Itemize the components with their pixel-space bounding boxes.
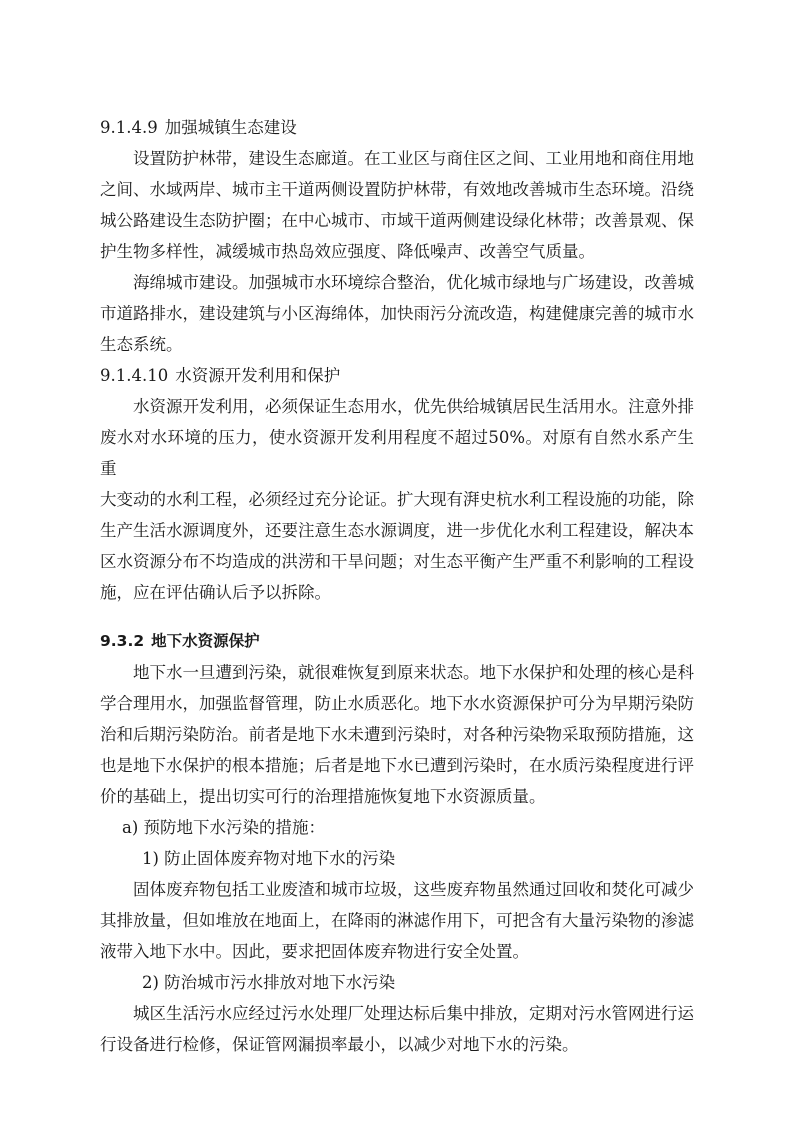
paragraph: 水资源开发利用，必须保证生态用水，优先供给城镇居民生活用水。注意外排 废水对水环境的压力，使水资源开发利用程度不超过50%。对原有自然水系产生重 大变动的水利工程，必须经过充分论证。扩大现有湃史杭水利工程设施的功能，除 生产生活水源调度外，还要注意生态水源调度，进一步优化水利工程建设，解决本 区水资源分布不均造成的洪涝和干旱问题；对生态平衡产生严重不利影响的工程设 施，应在评估确认后予以拆除。 <box>100 397 694 602</box>
section-title: 地下水资源保护 <box>151 632 260 650</box>
section-heading-9-1-4-10 <box>100 360 694 391</box>
paragraph: 固体废弃物包括工业废渣和城市垃圾，这些废弃物虽然通过回收和焚化可减少 其排放量，但如堆放在地面上，在降雨的淋滤作用下，可把含有大量污染物的渗滤 液带入地下水中。因此，要求把固体废弃物进行安全处置。 <box>100 880 694 961</box>
section-number: 9.1.4.9 <box>100 118 158 137</box>
document-body <box>100 112 694 1060</box>
section-title: 加强城镇生态建设 <box>164 118 297 137</box>
section-number: 9.1.4.10 <box>100 366 169 385</box>
list-item-1: 1) 防止固体废弃物对地下水的污染 <box>142 849 396 868</box>
paragraph: 海绵城市建设。加强城市水环境综合整治，优化城市绿地与广场建设，改善城 市道路排水，建设建筑与小区海绵体，加快雨污分流改造，构建健康完善的城市水 生态系统。 <box>100 273 694 354</box>
list-item-a: a) 预防地下水污染的措施： <box>122 818 326 837</box>
paragraph: 地下水一旦遭到污染，就很难恢复到原来状态。地下水保护和处理的核心是科 学合理用水，加强监督管理，防止水质恶化。地下水水资源保护可分为早期污染防 治和后期污染防治。前者是地下水未遭到污染时，对各种污染物采取预防措施，这 也是地下水保护的根本措施；后者是地下水已遭到污染时，在水质污染程度进行评 价的基础上，提出切实可行的治理措施恢复地下水资源质量。 <box>100 663 694 806</box>
paragraph: 城区生活污水应经过污水处理厂处理达标后集中排放，定期对污水管网进行运 行设备进行检修，保证管网漏损率最小，以减少对地下水的污染。 <box>100 1004 694 1054</box>
section-title: 水资源开发利用和保护 <box>175 366 341 385</box>
section-heading-9-3-2 <box>100 626 694 657</box>
section-number: 9.3.2 <box>100 632 145 650</box>
section-heading-9-1-4-9 <box>100 112 694 143</box>
list-item-2: 2) 防治城市污水排放对地下水污染 <box>142 973 396 992</box>
paragraph: 设置防护林带，建设生态廊道。在工业区与商住区之间、工业用地和商住用地 之间、水域两岸、城市主干道两侧设置防护林带，有效地改善城市生态环境。沿绕 城公路建设生态防护圈；在中心城市、市域干道两侧建设绿化林带；改善景观、保 护生物多样性，减缓城市热岛效应强度、降低噪声、改善空气质量。 <box>100 149 694 261</box>
